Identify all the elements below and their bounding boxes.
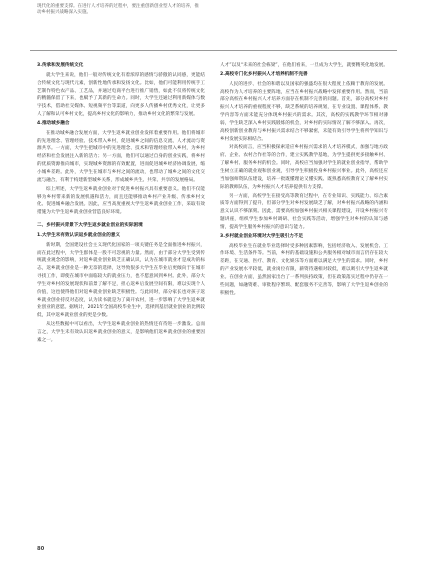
left-column — [37, 62, 205, 346]
body-paragraph: 另一方面，高校学生在接受高等教育过程中，在专业知识、实践能力、综合素质等方面得到了提升，但部分学生对乡村发展缺乏了解，对乡村振兴战略的内涵和意义认识不够深刻。因此，需要高校加强乡村振兴相关课程建设，开设乡村振兴专题讲座，组织学生参加乡村调研、社会实践等活动，增强学生对乡村的认知与感情，提高学生服务乡村振兴的意识与能力。 — [220, 193, 388, 230]
right-column — [220, 62, 388, 298]
body-paragraph: 新时期，全国建设社会主义现代化国家的一项关键任务是全面推进乡村振兴，而在此过程中，大学生群体是一股不可忽视的力量。然而，由于部分大学生受到传统就业观念的影响，对返乡就业创业缺乏正确认识，认为在城市就业才是成功的标志，返乡就业创业是一种无奈的选择，这导致很多大学生在毕业后更倾向于在城市寻找工作，即使在城市中面临较大的就业压力，也不愿意回到乡村。此外，部分大学生对乡村的发展现状和前景了解不足，担心返乡后发展空间有限，难以实现个人价值，这也使得他们对返乡就业创业缺乏积极性。与此同时，部分家长也对孩子返乡就业创业持反对态度，认为读书就是为了离开农村，进一步影响了大学生返乡就业创业的意愿。据统计，2021年全国高校毕业生中，选择到基层就业创业的比例较低，其中返乡就业创业的更是少数。 — [37, 242, 205, 319]
header-divider — [30, 50, 397, 51]
body-paragraph: 在推动城乡融合发展方面，大学生返乡就业创业发挥着重要作用。他们将城市的先进理念、管理经验、技术带入乡村，促进城乡之间的信息交流、人才流动与资源共享。一方面，大学生把城市中的先进理念、技术和管理经验带入乡村，为乡村经济和社会发展注入新的活力；另一方面，他们可以通过自身的创业实践，将乡村的优质资源推向城市，实现城乡资源的有效配置，进而促进城乡经济协调发展，缩小城乡差距。此外，大学生在城市与乡村之间的流动，也带动了城乡之间的文化交流与融合，有利于构建新型城乡关系，形成城乡共生、共荣、共享的发展格局。 — [37, 130, 205, 183]
section-heading: 1.大学生未有效认识返乡就业创业的意义 — [37, 232, 121, 238]
body-paragraph: 就大学生来说，他们一般对传统文化有着浓厚的感情与骄傲的认同感，更能结合传统文化与现代元素，创新性地传承和发扬文化。比如，他们可能利用传统手工艺制作特色农产品、工艺品，并通过电商平台进行推广销售，如此不仅将传统文化的精髓保留了下来，也赋予了其新的生命力。同时，大学生还通过利用新媒体与数字技术，借助社交媒体、短视频平台等渠道，向更多人传播乡村优秀文化，让更多人了解和认可乡村文化，提高乡村文化的影响力，推动乡村文化的繁荣与发展。 — [37, 72, 205, 118]
section-heading: 2.高校专门化乡村振兴人才培养机制不完善 — [220, 71, 308, 77]
body-paragraph: 人才”以及“未来的社会栋梁”，在他们看来，一旦成为大学生，就要精英化地发展。 — [220, 63, 388, 68]
section-heading: 3.传承和发展传统文化 — [37, 63, 84, 68]
body-paragraph: 人民的进步、社会的和谐以及国家的强盛均在很大程度上依赖于教育的发展。高校作为人才培养的主要阵地，应当在乡村振兴战略中发挥重要作用。然而，当前部分高校在乡村振兴人才培养方面存在机制不完善的问题。首先，部分高校对乡村振兴人才培养的重视程度不够，缺乏系统的培养规划，在专业设置、课程体系、教学内容等方面未能充分体现乡村振兴的需求。其次，高校的实践教学环节相对薄弱，学生缺乏深入乡村实践锻炼的机会，对乡村的实际情况了解不够深入。再次，高校创新创业教育与乡村振兴需求结合不够紧密，未能有效引导学生将所学知识与乡村发展实际相结合。 — [220, 81, 388, 142]
body-paragraph: 从这些数据中可以看出，大学生返乡就业创业的热情还有待进一步激发。总而言之，大学生未有效认识返乡就业创业的意义，是影响他们返乡就业创业的重要因素之一。 — [37, 322, 205, 343]
body-paragraph: 综上所述，大学生返乡就业创业对于促进乡村振兴具有重要意义。他们不仅能够为乡村带来新的发展机遇和活力，而且还能够推动乡村产业升级、传承乡村文化、促进城乡融合发展。因此，应当高度重视大学生返乡就业创业工作，采取有效措施为大学生返乡就业创业营造良好环境。 — [37, 186, 205, 216]
page-number: 80 — [37, 546, 45, 552]
body-paragraph: 高校毕业生在就业毕业选择时受多种因素影响，包括经济收入、发展机会、工作环境、生活条件等。当前，乡村的基础设施和公共服务相对城市而言仍存在较大差距，在交通、医疗、教育、文化娱乐等方面难以满足大学生的需求。同时，乡村的产业发展水平较低，就业岗位有限，薪资待遇相对较低，难以吸引大学生返乡就业。在创业方面，虽然国家出台了一系列扶持政策，但在政策落实过程中仍存在一些问题，如融资难、审批程序繁琐、配套服务不完善等，影响了大学生返乡创业的积极性。 — [220, 243, 388, 296]
section-heading: 3.乡村就业创业环境对大学生吸引力不足 — [220, 233, 304, 239]
body-paragraph: 对高校而言，应当积极探索适应乡村振兴需求的人才培养模式，加强与地方政府、企业、农村合作社等的合作，建立实践教学基地，为学生提供更多接触乡村、了解乡村、服务乡村的机会。同时，高校应当加强对学生的就业创业指导，帮助学生树立正确的就业观和创业观，引导学生积极投身乡村振兴事业。此外，高校还应当加强师资队伍建设，培养一批既懂理论又懂实践、既熟悉高校教育又了解乡村实际的教师队伍，为乡村振兴人才培养提供有力支撑。 — [220, 145, 388, 190]
top-carryover-text: 现代化的重要支撑。在进行人才培养的过程中，要注重创新创业型人才的培养，推动乡村振兴战略深入实施。 — [37, 4, 199, 16]
section-heading: 4.推动城乡融合 — [37, 120, 70, 126]
section-heading: 二、乡村振兴背景下大学生返乡就业创业的实际困境 — [37, 223, 143, 229]
